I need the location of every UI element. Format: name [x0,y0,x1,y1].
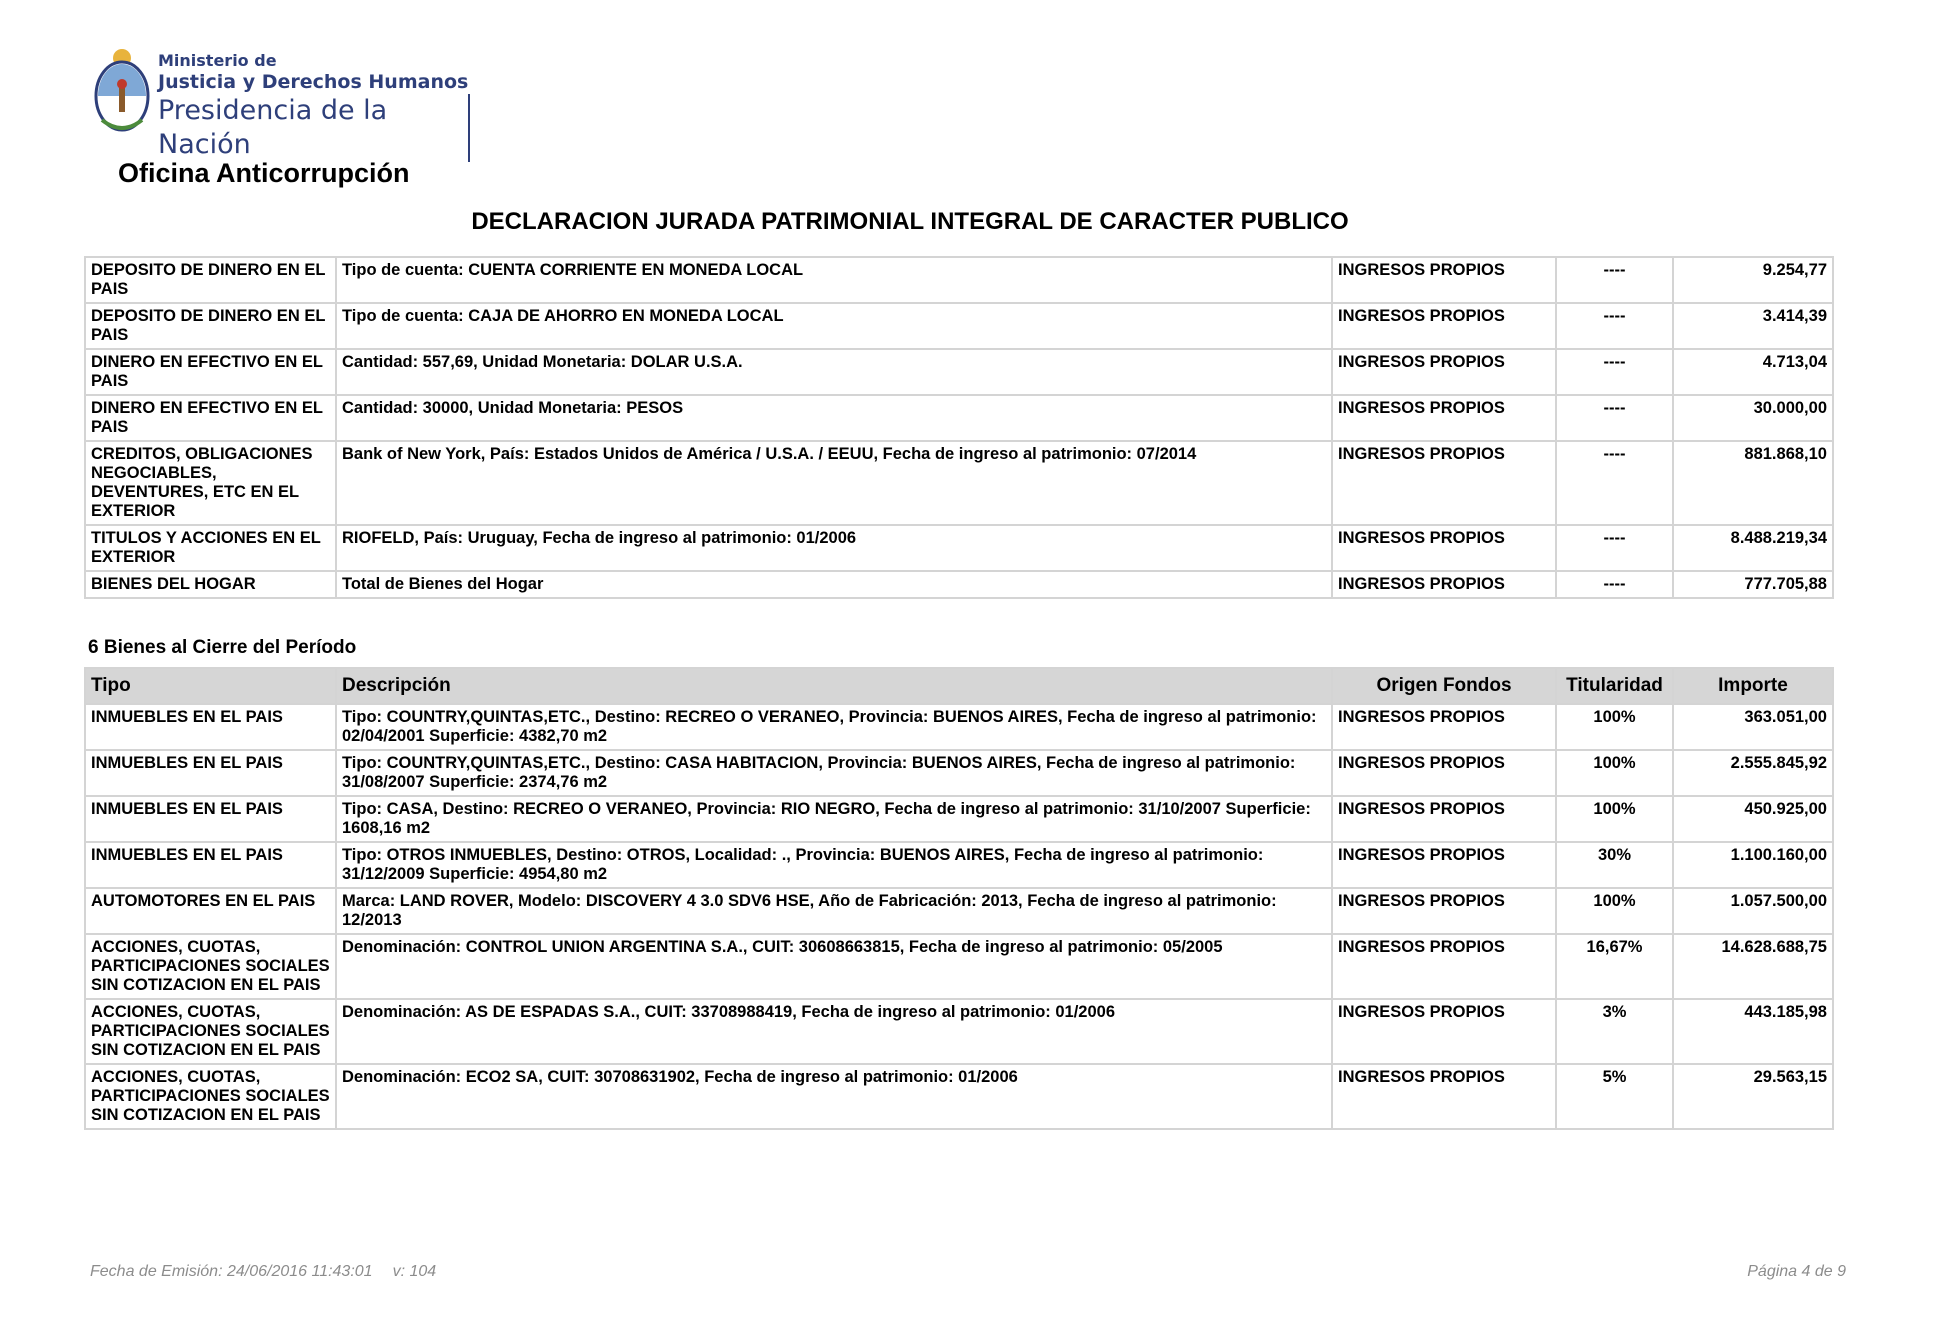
cell-origen: INGRESOS PROPIOS [1332,571,1556,598]
cell-titularidad: 100% [1556,750,1673,796]
cell-origen: INGRESOS PROPIOS [1332,395,1556,441]
cell-titularidad: 100% [1556,796,1673,842]
cell-titularidad: 100% [1556,704,1673,750]
cell-titularidad: ---- [1556,441,1673,525]
closing-assets-table-body [85,704,1833,1129]
section-title: 6 Bienes al Cierre del Período [88,637,357,658]
cell-tipo: AUTOMOTORES EN EL PAIS [85,888,336,934]
cell-importe: 2.555.845,92 [1673,750,1833,796]
cell-tipo: INMUEBLES EN EL PAIS [85,796,336,842]
ministry-logo [90,46,470,160]
cell-origen: INGRESOS PROPIOS [1332,303,1556,349]
cell-tipo: TITULOS Y ACCIONES EN EL EXTERIOR [85,525,336,571]
closing-assets-table [84,667,1834,1130]
cell-importe: 30.000,00 [1673,395,1833,441]
cell-origen: INGRESOS PROPIOS [1332,704,1556,750]
cell-origen: INGRESOS PROPIOS [1332,842,1556,888]
cell-descripcion: RIOFELD, País: Uruguay, Fecha de ingreso al patrimonio: 01/2006 [336,525,1332,571]
cell-tipo: INMUEBLES EN EL PAIS [85,704,336,750]
table-row [85,441,1833,525]
cell-importe: 9.254,77 [1673,257,1833,303]
cell-titularidad: 3% [1556,999,1673,1064]
cell-descripcion: Tipo: CASA, Destino: RECREO O VERANEO, Provincia: RIO NEGRO, Fecha de ingreso al patrimonio: 31/10/2007 Superficie: 1608,16 m2 [336,796,1332,842]
logo-line-1: Ministerio de [158,51,277,70]
cell-importe: 4.713,04 [1673,349,1833,395]
cell-importe: 3.414,39 [1673,303,1833,349]
table-row [85,842,1833,888]
emission-date: Fecha de Emisión: 24/06/2016 11:43:01 [90,1263,373,1280]
cell-origen: INGRESOS PROPIOS [1332,934,1556,999]
cell-tipo: CREDITOS, OBLIGACIONES NEGOCIABLES, DEVENTURES, ETC EN EL EXTERIOR [85,441,336,525]
cell-importe: 1.057.500,00 [1673,888,1833,934]
logo-text [158,52,470,162]
cell-titularidad: ---- [1556,303,1673,349]
cell-origen: INGRESOS PROPIOS [1332,888,1556,934]
cell-importe: 443.185,98 [1673,999,1833,1064]
cell-titularidad: 16,67% [1556,934,1673,999]
cell-titularidad: 100% [1556,888,1673,934]
logo-line-2: Justicia y Derechos Humanos [158,71,469,93]
table-row [85,395,1833,441]
document-title: DECLARACION JURADA PATRIMONIAL INTEGRAL DE CARACTER PUBLICO [471,208,1349,235]
table-row [85,525,1833,571]
table-row [85,750,1833,796]
cell-importe: 363.051,00 [1673,704,1833,750]
cell-titularidad: ---- [1556,571,1673,598]
table-row [85,999,1833,1064]
version-label: v: 104 [392,1263,437,1280]
cell-descripcion: Cantidad: 30000, Unidad Monetaria: PESOS [336,395,1332,441]
cell-importe: 29.563,15 [1673,1064,1833,1129]
table-row [85,1064,1833,1129]
page-number: Página 4 de 9 [1747,1263,1846,1280]
table-row [85,934,1833,999]
cell-tipo: INMUEBLES EN EL PAIS [85,750,336,796]
cell-origen: INGRESOS PROPIOS [1332,349,1556,395]
cell-tipo: DINERO EN EFECTIVO EN EL PAIS [85,395,336,441]
cell-origen: INGRESOS PROPIOS [1332,999,1556,1064]
cell-titularidad: 5% [1556,1064,1673,1129]
table-row [85,796,1833,842]
table-row [85,349,1833,395]
cell-descripcion: Tipo: COUNTRY,QUINTAS,ETC., Destino: RECREO O VERANEO, Provincia: BUENOS AIRES, Fecha de ingreso al patrimonio: 02/04/2001 Superficie: 4382,70 m2 [336,704,1332,750]
table-row [85,571,1833,598]
cell-importe: 881.868,10 [1673,441,1833,525]
cell-titularidad: ---- [1556,395,1673,441]
cell-origen: INGRESOS PROPIOS [1332,441,1556,525]
cell-tipo: ACCIONES, CUOTAS, PARTICIPACIONES SOCIALES SIN COTIZACION EN EL PAIS [85,999,336,1064]
cell-descripcion: Tipo: COUNTRY,QUINTAS,ETC., Destino: CASA HABITACION, Provincia: BUENOS AIRES, Fecha de ingreso al patrimonio: 31/08/2007 Superficie: 2374,76 m2 [336,750,1332,796]
table-row [85,704,1833,750]
cell-titularidad: ---- [1556,525,1673,571]
table-row [85,303,1833,349]
cell-descripcion: Cantidad: 557,69, Unidad Monetaria: DOLAR U.S.A. [336,349,1332,395]
cell-origen: INGRESOS PROPIOS [1332,257,1556,303]
cell-importe: 777.705,88 [1673,571,1833,598]
header-descripcion: Descripción [336,668,1332,704]
cell-descripcion: Denominación: CONTROL UNION ARGENTINA S.A., CUIT: 30608663815, Fecha de ingreso al patrimonio: 05/2005 [336,934,1332,999]
footer-emission [90,1263,436,1281]
assets-table-continued [84,256,1834,599]
table-header-row [85,668,1833,704]
cell-tipo: DEPOSITO DE DINERO EN EL PAIS [85,257,336,303]
header-importe: Importe [1673,668,1833,704]
cell-descripcion: Tipo de cuenta: CAJA DE AHORRO EN MONEDA LOCAL [336,303,1332,349]
cell-descripcion: Denominación: ECO2 SA, CUIT: 30708631902, Fecha de ingreso al patrimonio: 01/2006 [336,1064,1332,1129]
table-row [85,257,1833,303]
cell-descripcion: Denominación: AS DE ESPADAS S.A., CUIT: 33708988419, Fecha de ingreso al patrimonio: 01/2006 [336,999,1332,1064]
cell-descripcion: Bank of New York, País: Estados Unidos de América / U.S.A. / EEUU, Fecha de ingreso al patrimonio: 07/2014 [336,441,1332,525]
cell-tipo: DEPOSITO DE DINERO EN EL PAIS [85,303,336,349]
cell-importe: 1.100.160,00 [1673,842,1833,888]
cell-titularidad: ---- [1556,257,1673,303]
logo-line-3: Presidencia de la Nación [158,94,470,162]
cell-titularidad: 30% [1556,842,1673,888]
cell-importe: 450.925,00 [1673,796,1833,842]
cell-titularidad: ---- [1556,349,1673,395]
cell-tipo: INMUEBLES EN EL PAIS [85,842,336,888]
cell-origen: INGRESOS PROPIOS [1332,525,1556,571]
office-name: Oficina Anticorrupción [118,158,410,188]
cell-importe: 14.628.688,75 [1673,934,1833,999]
cell-descripcion: Marca: LAND ROVER, Modelo: DISCOVERY 4 3.0 SDV6 HSE, Año de Fabricación: 2013, Fecha de ingreso al patrimonio: 12/2013 [336,888,1332,934]
cell-descripcion: Total de Bienes del Hogar [336,571,1332,598]
cell-origen: INGRESOS PROPIOS [1332,750,1556,796]
cell-tipo: ACCIONES, CUOTAS, PARTICIPACIONES SOCIALES SIN COTIZACION EN EL PAIS [85,1064,336,1129]
header-origen: Origen Fondos [1332,668,1556,704]
table-row [85,888,1833,934]
cell-descripcion: Tipo de cuenta: CUENTA CORRIENTE EN MONEDA LOCAL [336,257,1332,303]
cell-tipo: BIENES DEL HOGAR [85,571,336,598]
header-tipo: Tipo [85,668,336,704]
cell-origen: INGRESOS PROPIOS [1332,1064,1556,1129]
header-titularidad: Titularidad [1556,668,1673,704]
coat-of-arms-icon [90,46,154,138]
cell-importe: 8.488.219,34 [1673,525,1833,571]
cell-origen: INGRESOS PROPIOS [1332,796,1556,842]
cell-descripcion: Tipo: OTROS INMUEBLES, Destino: OTROS, Localidad: ., Provincia: BUENOS AIRES, Fecha de ingreso al patrimonio: 31/12/2009 Superficie: 4954,80 m2 [336,842,1332,888]
cell-tipo: DINERO EN EFECTIVO EN EL PAIS [85,349,336,395]
cell-tipo: ACCIONES, CUOTAS, PARTICIPACIONES SOCIALES SIN COTIZACION EN EL PAIS [85,934,336,999]
assets-table-body [85,257,1833,598]
